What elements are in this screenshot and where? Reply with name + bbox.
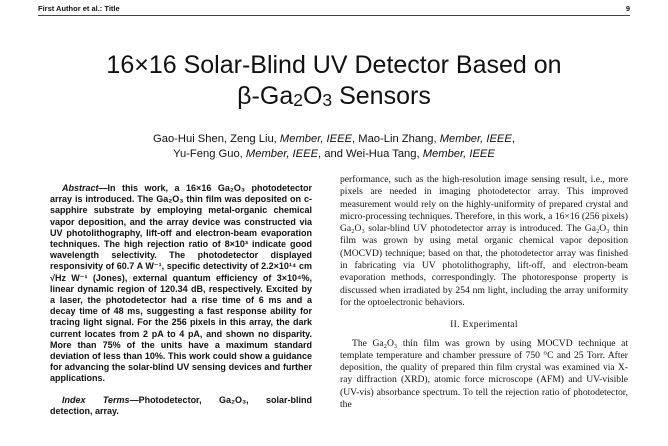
right-column bbox=[340, 174, 628, 411]
index-terms-label: Index Terms bbox=[62, 394, 130, 405]
author-line-1: Gao-Hui Shen, Zeng Liu, Member, IEEE, Mao-Lin Zhang, Member, IEEE, bbox=[153, 133, 515, 145]
paper-title bbox=[0, 50, 668, 112]
author-line-2: Yu-Feng Guo, Member, IEEE, and Wei-Hua Tang, Member, IEEE bbox=[173, 148, 495, 160]
running-header bbox=[38, 4, 630, 16]
index-terms-text: —Photodetector, Ga₂O₃, solar-blind detection, array. bbox=[50, 394, 312, 416]
abstract-label: Abstract bbox=[62, 183, 99, 193]
abstract bbox=[50, 183, 312, 385]
abstract-text: —In this work, a 16×16 Ga₂O₃ photodetector array is introduced. The Ga₂O₃ thin film was deposited on c-sapphire substrate by employing metal-organic chemical vapor deposition, and the array device was constructed via UV photolithography, lift-off and electron-beam evaporation techniques. The high rejection ratio of 8×10³ indicate good wavelength selectivity. The photodetector displayed responsivity of 60.7 A W⁻¹, specific detectivity of 2.2×10¹⁴ cm √Hz W⁻¹ (Jones), external quantum efficiency of 3×10⁴%, linear dynamic region of 120.34 dB, respectively. Excited by a laser, the photodetector had a rise time of 6 ms and a decay time of 48 ms, suggesting a fast response ability for tracing light signal. For the 256 pixels in this array, the dark current locates from 2 pA to 4 pA, and shown no disparity. More than 75% of the units have a maximum standard deviation of less than 10%. This work could show a guidance for advancing the solar-blind UV sensing devices and further applications. bbox=[50, 183, 312, 384]
left-column bbox=[50, 183, 312, 417]
section-heading-experimental: II. Experimental bbox=[450, 319, 518, 331]
intro-continued-paragraph: performance, such as the high-resolution image sensing result, i.e., more pixels are needed in imaging photodetector array. This improved measurement would rely on the highly-uniformity of prepared crystal and micro-processing techniques. Therefore, in this work, a 16×16 (256 pixels) Ga₂O₃ solar-blind UV photodetector array is introduced. The Ga₂O₃ thin film was grown by using metal organic chemical vapor deposition (MOCVD) technique; based on that, the photodetector array was finished in fabricating via UV photolithography, lift-off, and electron-beam evaporation methods, correspondingly. The photoresponse property is discussed when irradiated by 254 nm light, including the array uniformity for the optoelectronic behaviors. bbox=[340, 174, 628, 308]
page-number: 9 bbox=[625, 4, 630, 13]
paper-title-line2: $\beta-Ga_2O_3$ Sensors bbox=[237, 82, 431, 110]
index-terms bbox=[50, 395, 312, 417]
experimental-paragraph: The Ga₂O₃ thin film was grown by using MOCVD technique at template temperature and chamber pressure of 750 °C and 25 Torr. After deposition, the quality of prepared thin film crystal was examined via X-ray diffraction (XRD), atomic force microscope (AFM) and UV-visible (UV-vis) absorbance spectrum. To tell the rejection ratio of photodetector, the bbox=[340, 337, 628, 411]
paper-title-line1: 16×16 Solar-Blind UV Detector Based on bbox=[106, 51, 562, 79]
running-header-title: First Author et al.: Title bbox=[38, 4, 120, 13]
author-list bbox=[0, 132, 668, 162]
